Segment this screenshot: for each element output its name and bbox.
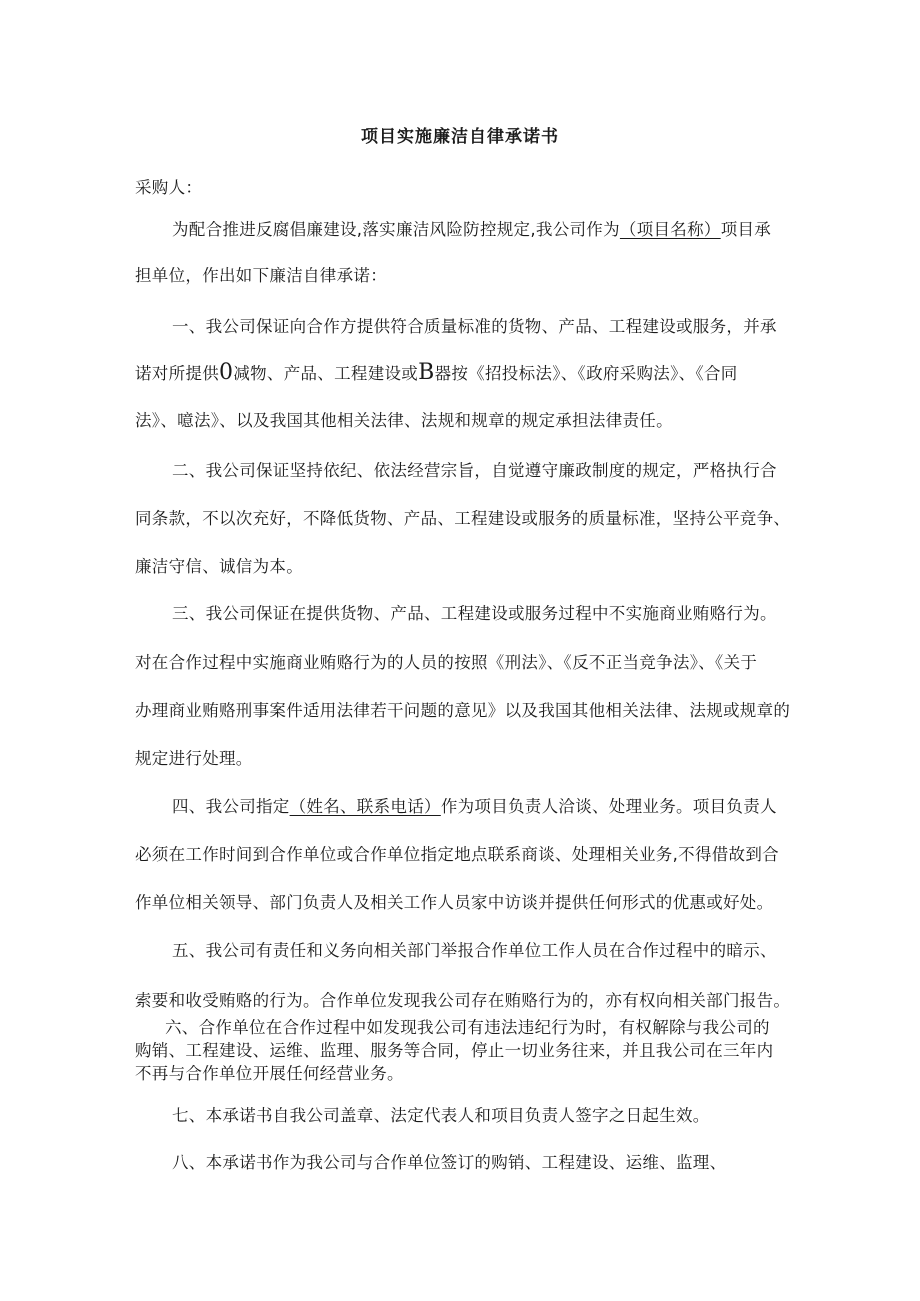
- clause7-line-1: 七、本承诺书自我公司盖章、法定代表人和项目负责人签字之日起生效。: [172, 1106, 710, 1125]
- clause2-line-2: 同条款，不以次充好，不降低货物、产品、工程建设或服务的质量标准，坚持公平竞争、: [135, 509, 791, 528]
- clause3-line-4: 规定进行处理。: [135, 749, 253, 768]
- intro-text-1: 为配合推进反腐倡廉建设,落实廉洁风险防控规定,我公司作为: [172, 220, 620, 239]
- clause2-line-3: 廉洁守信、诚信为本。: [135, 557, 303, 576]
- clause2-line-1: 二、我公司保证坚持依纪、依法经营宗旨，自觉遵守廉政制度的规定，严格执行合: [172, 461, 777, 480]
- clause3-line-1: 三、我公司保证在提供货物、产品、工程建设或服务过程中不实施商业贿赂行为。: [172, 604, 777, 623]
- clause1-line-1: 一、我公司保证向合作方提供符合质量标准的货物、产品、工程建设或服务，并承: [172, 317, 777, 336]
- clause3-line-3: 办理商业贿赂刑事案件适用法律若干问题的意见》以及我国其他相关法律、法规或规章的: [135, 701, 791, 720]
- clause1-glyph-a: 0: [219, 360, 234, 385]
- salutation: 采购人：: [135, 178, 203, 197]
- intro-line-2: 担单位，作出如下廉洁自律承诺：: [135, 266, 387, 285]
- clause1-line-3: 法》、噫法》、以及我国其他相关法律、法规和规章的规定承担法律责任。: [135, 411, 673, 430]
- clause1-glyph-b: B: [418, 360, 435, 385]
- clause4-line-2: 必须在工作时间到合作单位或合作单位指定地点联系商谈、处理相关业务,不得借故到合: [135, 845, 779, 864]
- clause1-text-b: 减物、产品、工程建设或: [233, 364, 419, 383]
- clause4-line-3: 作单位相关领导、部门负责人及相关工作人员家中访谈并提供任何形式的优惠或好处。: [135, 893, 774, 912]
- clause6-line-1: 六、合作单位在合作过程中如发现我公司有违法违纪行为时，有权解除与我公司的: [165, 1018, 770, 1037]
- contact-placeholder: （姓名、联系电话）: [289, 797, 441, 816]
- clause1-text-a: 诺对所提供: [135, 364, 219, 383]
- clause4-text-b: 作为项目负责人洽谈、处理业务。项目负责人: [440, 797, 777, 816]
- clause4-line-1: [172, 796, 777, 818]
- clause1-line-2: [135, 362, 738, 385]
- clause1-text-c: 器按《招投标法》、《政府采购法》、《合同: [434, 364, 738, 383]
- intro-line-1: [172, 219, 771, 241]
- clause5-line-1: 五、我公司有责任和义务向相关部门举报合作单位工作人员在合作过程中的暗示、: [172, 941, 777, 960]
- clause6-line-2: 购销、工程建设、运维、监理、服务等合同，停止一切业务往来，并且我公司在三年内: [135, 1041, 774, 1060]
- document-title: 项目实施廉洁自律承诺书: [361, 127, 559, 147]
- project-name-placeholder: （项目名称）: [619, 220, 721, 239]
- clause8-line-1: 八、本承诺书作为我公司与合作单位签订的购销、工程建设、运维、监理、: [172, 1153, 727, 1172]
- clause3-line-2: 对在合作过程中实施商业贿赂行为的人员的按照《刑法》、《反不正当竞争法》、《关于: [135, 653, 758, 672]
- clause4-text-a: 四、我公司指定: [172, 797, 290, 816]
- clause6-line-3: 不再与合作单位开展任何经营业务。: [135, 1064, 404, 1083]
- clause5-line-2: 索要和收受贿赂的行为。合作单位发现我公司存在贿赂行为的，亦有权向相关部门报告。: [135, 991, 791, 1010]
- intro-text-2: 项目承: [720, 220, 772, 239]
